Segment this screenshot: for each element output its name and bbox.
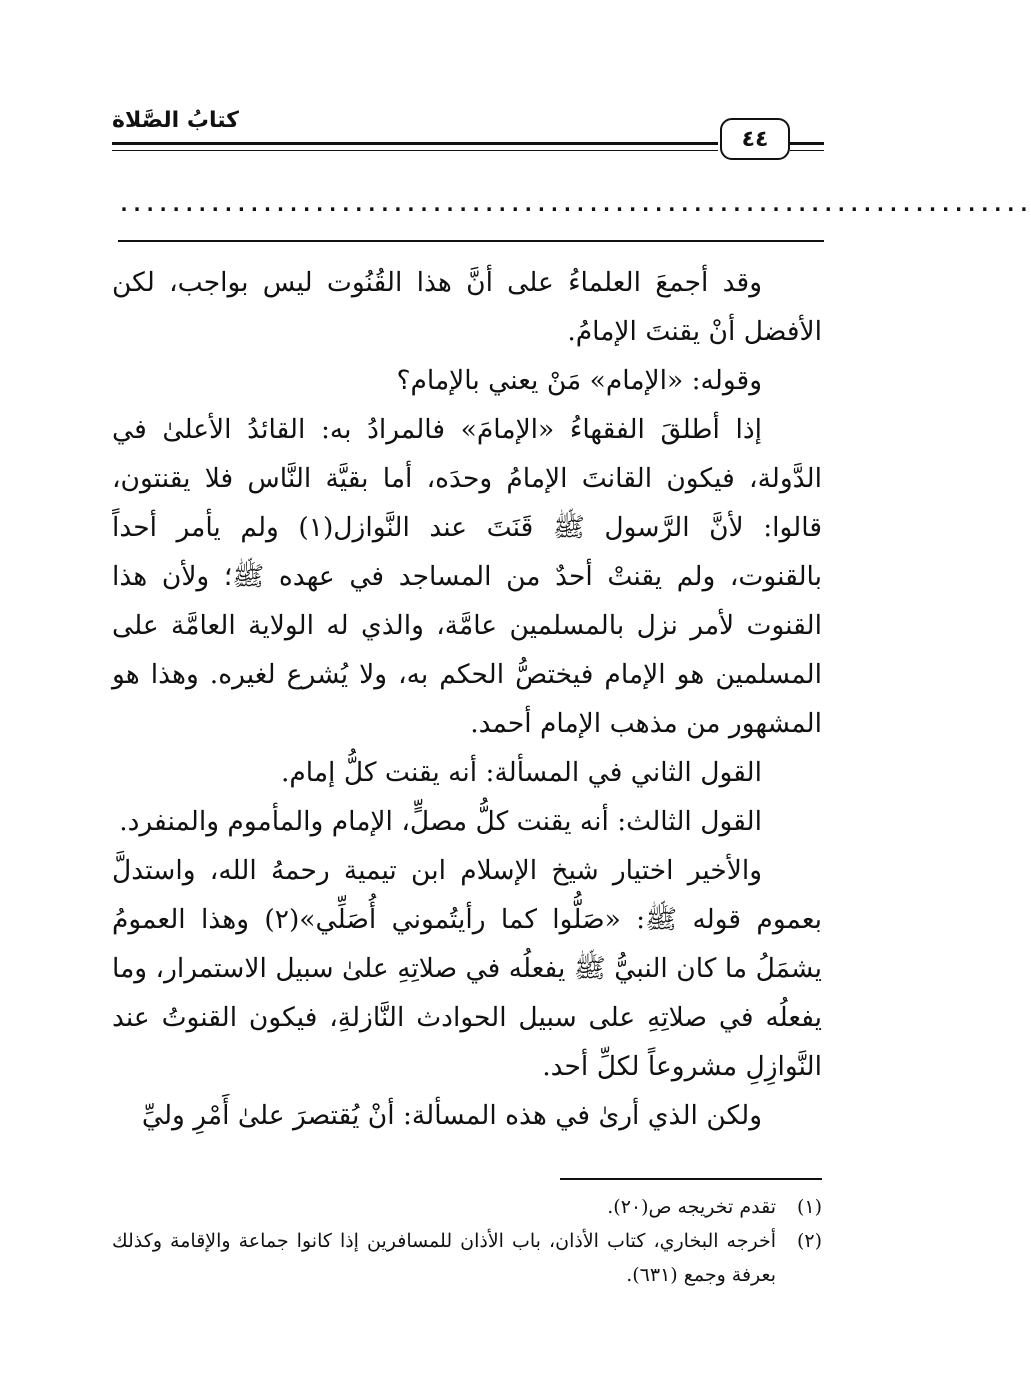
paragraph: إذا أطلقَ الفقهاءُ «الإمامَ» فالمرادُ به: القائدُ الأعلىٰ في الدَّولة، فيكون القانتَ الإمامُ وحدَه، أما بقيَّة النَّاس فلا يقنتون، قالوا: لأنَّ الرَّسول ﷺ قَنَتَ عند النَّوازل(١) ولم يأمر أحداً بالقنوت، ولم يقنتْ أحدٌ من المساجد في عهده ﷺ؛ ولأن هذا القنوت لأمر نزل بالمسلمين عامَّة، والذي له الولاية العامَّة على المسلمين هو الإمام فيختصُّ الحكم به، ولا يُشرع لغيره. وهذا هو المشهور من مذهب الإمام أحمد. bbox=[112, 414, 822, 739]
page-header bbox=[0, 0, 942, 170]
paragraph: وقوله: «الإمام» مَنْ يعني بالإمام؟ bbox=[396, 365, 762, 396]
book-title: كتابُ الصَّلاة bbox=[112, 108, 239, 133]
paragraph: والأخير اختيار شيخ الإسلام ابن تيمية رحمهُ الله، واستدلَّ بعموم قوله ﷺ: «صَلُّوا كما رأيتُموني أُصَلِّي»(٢) وهذا العمومُ يشمَلُ ما كان النبيُّ ﷺ يفعلُه في صلاتِهِ علىٰ سبيل الاستمرار، وما يفعلُه في صلاتِهِ على سبيل الحوادث النَّازلةِ، فيكون القنوتُ عند النَّوازِلِ مشروعاً لكلِّ أحد. bbox=[112, 855, 823, 1082]
header-rule-right bbox=[790, 142, 824, 145]
paragraph: ولكن الذي أرىٰ في هذه المسألة: أنْ يُقتصرَ علىٰ أَمْرِ وليِّ bbox=[141, 1100, 762, 1131]
footnote-separator bbox=[560, 1178, 822, 1180]
page-number-box bbox=[720, 118, 790, 160]
footnote-number: (٢) bbox=[796, 1230, 822, 1252]
header-rule-left-thin bbox=[112, 150, 718, 151]
footnote bbox=[112, 1224, 822, 1292]
paragraph: وقد أجمعَ العلماءُ على أنَّ هذا القُنُوت ليس بواجب، لكن الأفضل أنْ يقنتَ الإمامُ. bbox=[112, 267, 822, 347]
paragraph: القول الثاني في المسألة: أنه يقنت كلُّ إمام. bbox=[280, 757, 762, 788]
dotted-separator: ...................................................................... bbox=[118, 192, 1031, 216]
text-top-rule bbox=[118, 240, 824, 242]
header-rule-right-thin bbox=[790, 150, 824, 151]
paragraph: القول الثالث: أنه يقنت كلُّ مصلٍّ، الإمام والمأموم والمنفرد. bbox=[119, 806, 762, 837]
footnotes bbox=[112, 1190, 822, 1292]
footnote-text: تقدم تخريجه ص(٢٠). bbox=[607, 1196, 776, 1218]
page-number: ٤٤ bbox=[741, 126, 769, 152]
footnote-text: أخرجه البخاري، كتاب الأذان، باب الأذان للمسافرين إذا كانوا جماعة والإقامة وكذلك بعرفة وجمع (٦٣١). bbox=[112, 1230, 776, 1286]
header-rule-left bbox=[112, 142, 718, 145]
footnote bbox=[112, 1190, 822, 1224]
footnote-number: (١) bbox=[796, 1196, 822, 1218]
main-text bbox=[112, 258, 822, 1140]
